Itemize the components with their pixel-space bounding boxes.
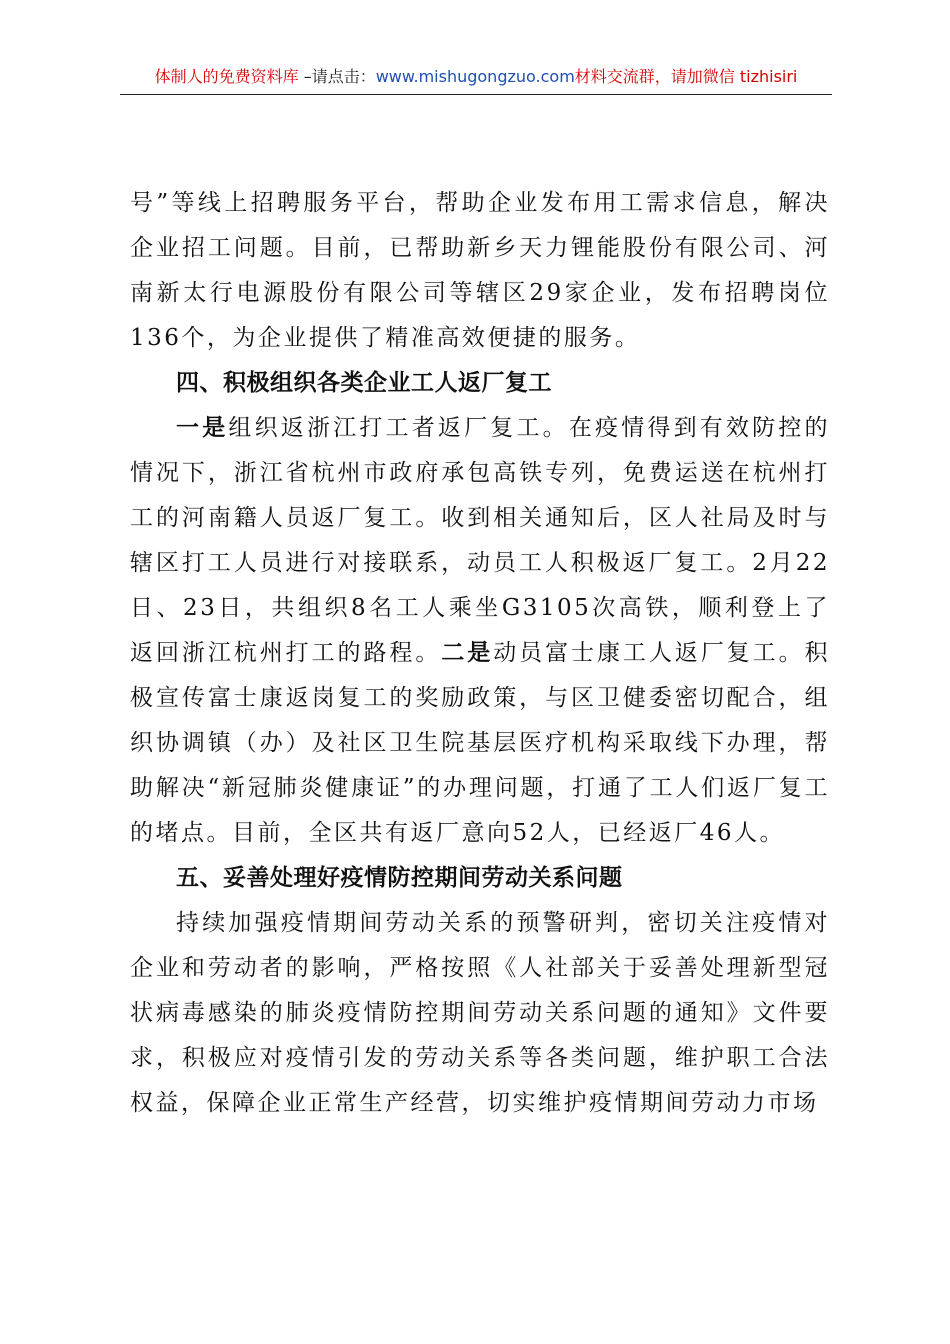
page-header [120,62,832,95]
section-heading-4: 四、积极组织各类企业工人返厂复工 [176,370,552,396]
paragraph-text-second: 动员富士康工人返厂复工。积极宣传富士康返岗复工的奖励政策，与区卫健委密切配合，组织协调镇（办）及社区卫生院基层医疗机构采取线下办理，帮助解决“新冠肺炎健康证”的办理问题，打通了工人们返厂复工的堵点。目前，全区共有返厂意向52人，已经返厂46人。 [130,640,831,846]
lead-second: 二是 [441,640,494,666]
section-heading-5: 五、妥善处理好疫情防控期间劳动关系问题 [176,865,623,891]
header-prompt: –请点击： [298,67,376,86]
paragraph-return-to-work [130,406,830,856]
header-link[interactable]: www.mishugongzuo.com [375,67,575,86]
paragraph-text-first: 组织返浙江打工者返厂复工。在疫情得到有效防控的情况下，浙江省杭州市政府承包高铁专列，免费运送在杭州打工的河南籍人员返厂复工。收到相关通知后，区人社局及时与辖区打工人员进行对接联系，动员工人积极返厂复工。2月22日、23日，共组织8名工人乘坐G3105次高铁，顺利登上了返回浙江杭州打工的路程。 [130,415,830,666]
document-body [130,181,830,1126]
header-brand: 体制人的免费资料库 [154,67,299,86]
lead-first: 一是 [176,415,229,441]
paragraph-labor-relations: 持续加强疫情期间劳动关系的预警研判，密切关注疫情对企业和劳动者的影响，严格按照《人社部关于妥善处理新型冠状病毒感染的肺炎疫情防控期间劳动关系问题的通知》文件要求，积极应对疫情引发的劳动关系等各类问题，维护职工合法权益，保障企业正常生产经营，切实维护疫情期间劳动力市场 [130,910,830,1116]
paragraph-continuation: 号”等线上招聘服务平台，帮助企业发布用工需求信息，解决企业招工问题。目前，已帮助新乡天力锂能股份有限公司、河南新太行电源股份有限公司等辖区29家企业，发布招聘岗位136个，为企业提供了精准高效便捷的服务。 [130,190,830,351]
header-tail: 材料交流群，请加微信 tizhisiri [574,67,798,86]
